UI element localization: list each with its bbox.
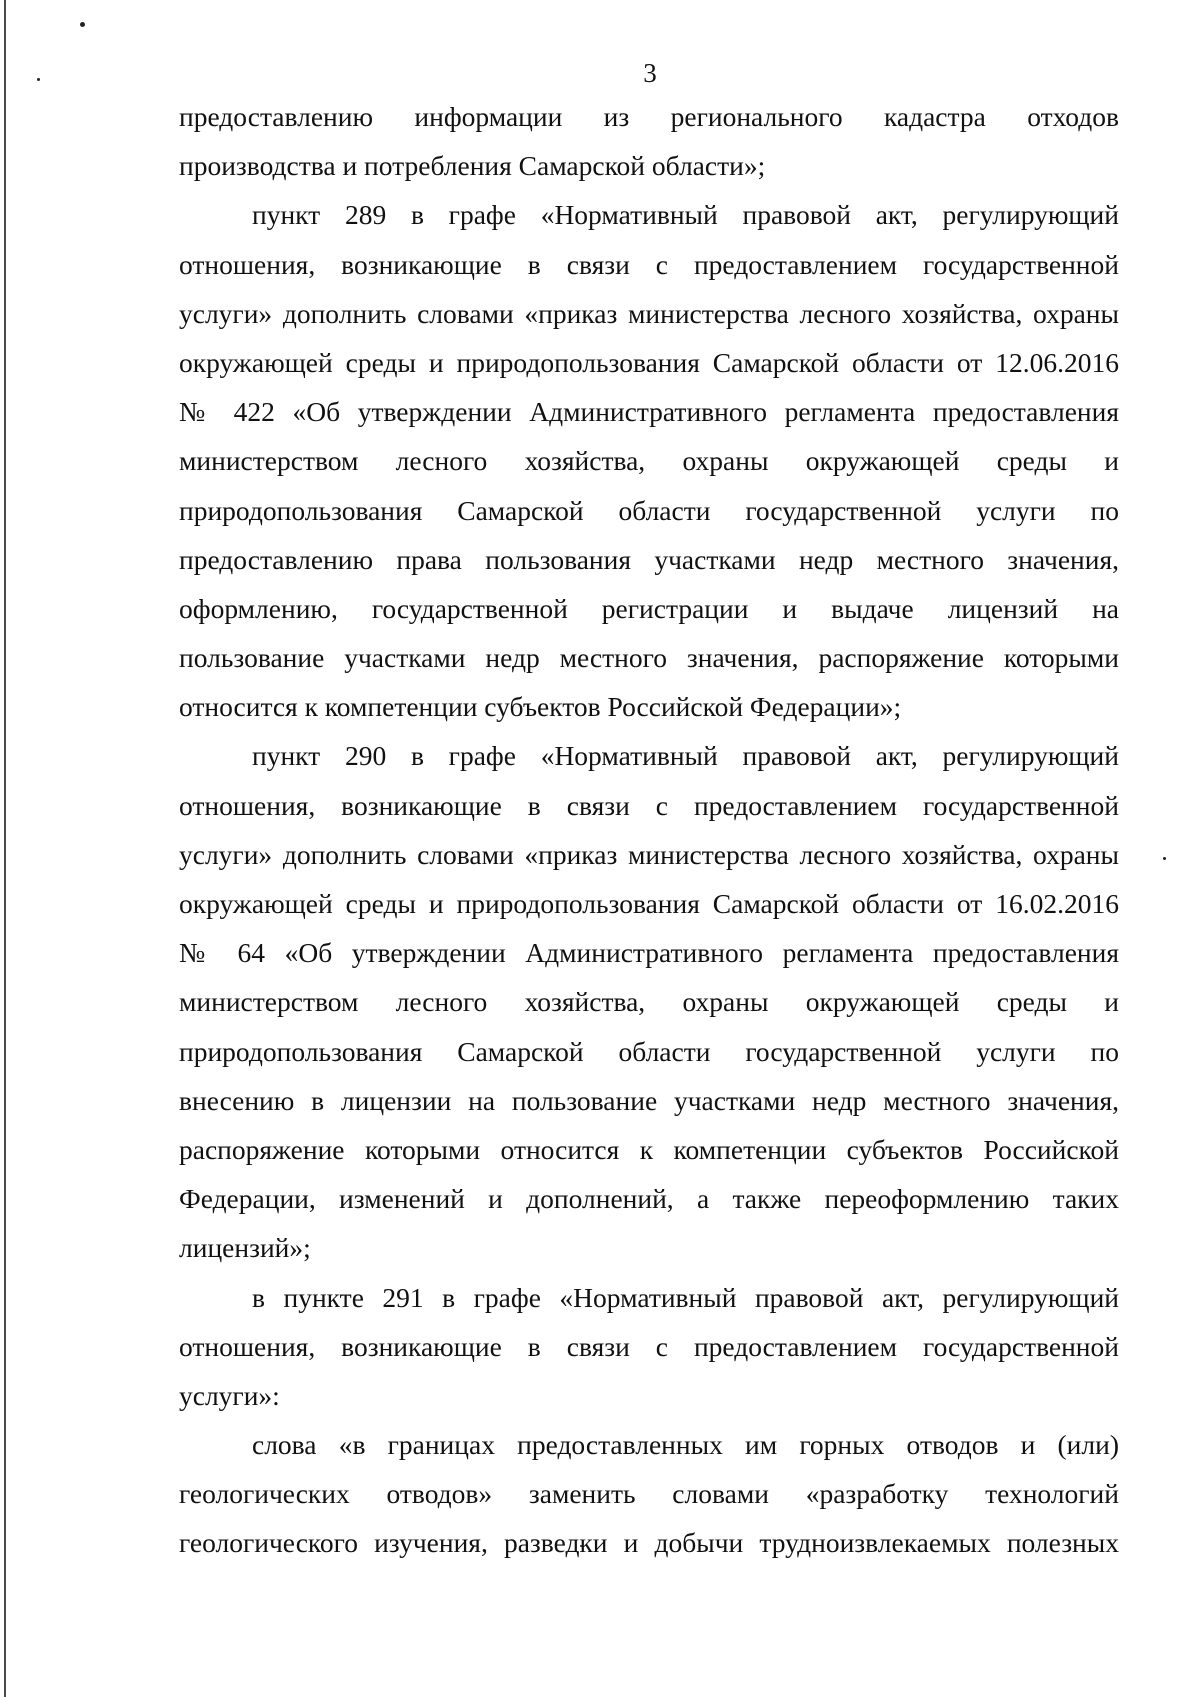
scan-edge-line: [4, 0, 6, 1697]
text-line: № 64 «Об утверждении Административного регламента предоставления: [179, 937, 1119, 969]
text-line: отношения, возникающие в связи с предоставлением государственной: [179, 248, 1119, 280]
paragraph: [179, 1273, 1119, 1421]
text-line: природопользования Самарской области государственной услуги по: [179, 494, 1119, 526]
text-line: услуги» дополнить словами «приказ министерства лесного хозяйства, охраны: [179, 838, 1119, 870]
page-number: 3: [643, 58, 657, 88]
text-line: Федерации, изменений и дополнений, а также переоформлению таких: [179, 1183, 1119, 1215]
paragraph: [179, 1420, 1119, 1568]
text-line: услуги» дополнить словами «приказ министерства лесного хозяйства, охраны: [179, 297, 1119, 329]
text-line: отношения, возникающие в связи с предоставлением государственной: [179, 1330, 1119, 1362]
text-line: пункт 289 в графе «Нормативный правовой акт, регулирующий: [252, 199, 1119, 231]
scan-speck: [80, 22, 85, 27]
document-body: [179, 92, 1119, 1568]
paragraph: [179, 92, 1119, 190]
text-line: слова «в границах предоставленных им горных отводов и (или): [252, 1429, 1119, 1461]
paragraph: [179, 731, 1119, 1272]
text-line: производства и потребления Самарской области»;: [179, 150, 766, 182]
text-line: природопользования Самарской области государственной услуги по: [179, 1035, 1119, 1067]
text-line: внесению в лицензии на пользование участками недр местного значения,: [179, 1084, 1119, 1116]
text-line: окружающей среды и природопользования Самарской области от 12.06.2016: [179, 346, 1119, 378]
paragraph: [179, 190, 1119, 731]
text-line: лицензий»;: [179, 1232, 311, 1264]
text-line: министерством лесного хозяйства, охраны окружающей среды и: [179, 986, 1119, 1018]
text-line: относится к компетенции субъектов Российской Федерации»;: [179, 691, 902, 723]
text-line: пункт 290 в графе «Нормативный правовой акт, регулирующий: [252, 740, 1119, 772]
text-line: в пункте 291 в графе «Нормативный правовой акт, регулирующий: [252, 1281, 1119, 1313]
text-line: № 422 «Об утверждении Административного регламента предоставления: [179, 396, 1119, 428]
text-line: предоставлению права пользования участками недр местного значения,: [179, 543, 1119, 575]
text-line: окружающей среды и природопользования Самарской области от 16.02.2016: [179, 888, 1119, 919]
text-line: геологического изучения, разведки и добычи трудноизвлекаемых полезных: [179, 1527, 1119, 1559]
text-line: геологических отводов» заменить словами «разработку технологий: [179, 1478, 1119, 1510]
text-line: пользование участками недр местного значения, распоряжение которыми: [179, 642, 1119, 674]
text-line: распоряжение которыми относится к компетенции субъектов Российской: [179, 1133, 1119, 1165]
text-line: услуги»:: [179, 1379, 280, 1411]
text-line: предоставлению информации из регионального кадастра отходов: [179, 101, 1119, 132]
text-line: отношения, возникающие в связи с предоставлением государственной: [179, 789, 1119, 821]
text-line: оформлению, государственной регистрации и выдаче лицензий на: [179, 592, 1119, 624]
text-line: министерством лесного хозяйства, охраны окружающей среды и: [179, 445, 1119, 477]
scan-speck: [1163, 857, 1166, 860]
